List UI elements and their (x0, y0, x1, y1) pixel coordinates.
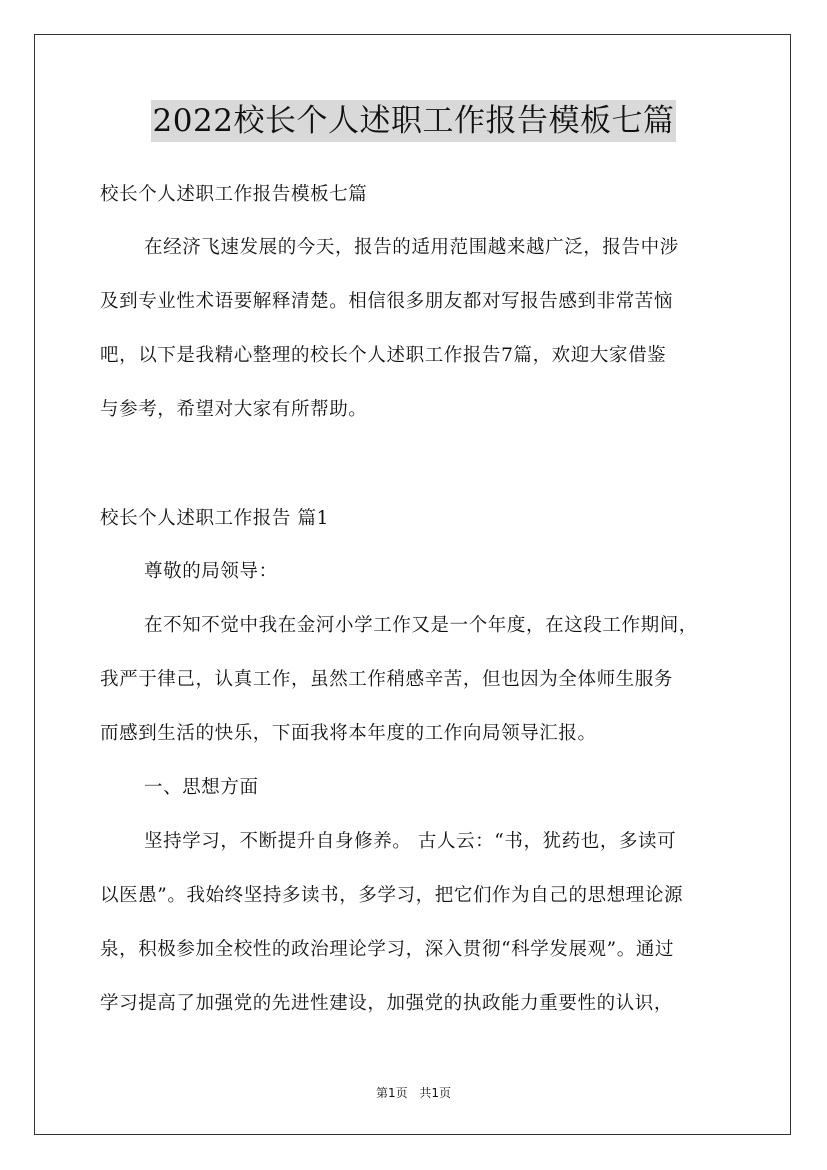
intro-line-3: 吧，以下是我精心整理的校长个人述职工作报告7篇，欢迎大家借鉴 (100, 345, 667, 366)
para2-line-4: 学习提高了加强党的先进性建设，加强党的执政能力重要性的认识， (100, 993, 674, 1014)
title-container (0, 100, 827, 142)
intro-line-1: 在经济飞速发展的今天，报告的适用范围越来越广泛，报告中涉 (144, 237, 679, 258)
para2-line-1: 坚持学习，不断提升自身修养。 古人云：“书，犹药也，多读可 (144, 831, 677, 852)
para1-line-1: 在不知不觉中我在金河小学工作又是一个年度，在这段工作期间， (144, 615, 698, 636)
intro-line-2: 及到专业性术语要解释清楚。相信很多朋友都对写报告感到非常苦恼 (100, 291, 674, 312)
intro-line-4: 与参考，希望对大家有所帮助。 (100, 399, 368, 420)
para1-line-3: 而感到生活的快乐，下面我将本年度的工作向局领导汇报。 (100, 723, 597, 744)
document-body (100, 180, 740, 1040)
document-subtitle: 校长个人述职工作报告模板七篇 (100, 184, 368, 205)
page-footer (0, 1084, 827, 1101)
para2-line-3: 泉，积极参加全校性的政治理论学习，深入贯彻“科学发展观”。通过 (100, 939, 675, 960)
subheading: 一、思想方面 (144, 777, 259, 798)
salutation: 尊敬的局领导： (144, 561, 278, 582)
section-heading: 校长个人述职工作报告 篇1 (100, 508, 329, 529)
page-number-current: 第1页 (375, 1086, 408, 1100)
para2-line-2: 以医愚”。我始终坚持多读书，多学习，把它们作为自己的思想理论源 (100, 885, 684, 906)
page-number-total: 共1页 (419, 1086, 452, 1100)
document-title: 2022校长个人述职工作报告模板七篇 (151, 100, 677, 142)
para1-line-2: 我严于律己，认真工作，虽然工作稍感辛苦，但也因为全体师生服务 (100, 669, 674, 690)
